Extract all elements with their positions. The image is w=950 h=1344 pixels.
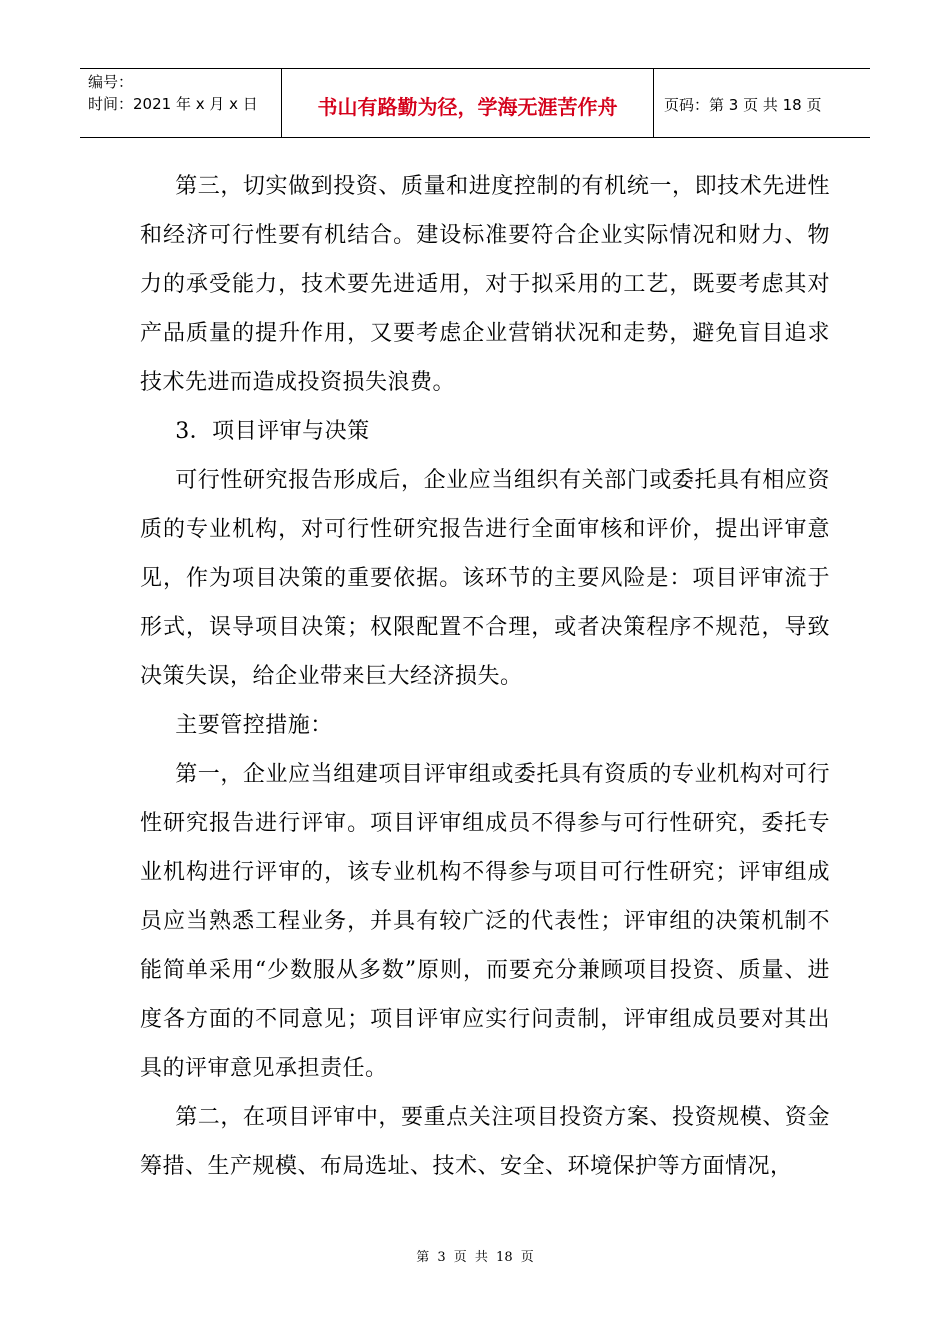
- document-date-label: 时间：2021 年 x 月 x 日: [88, 95, 258, 113]
- paragraph-control-measures-heading: 主要管控措施：: [175, 713, 333, 738]
- paragraph-review-risk: 可行性研究报告形成后，企业应当组织有关部门或委托具有相应资质的专业机构，对可行性研究报告进行全面审核和评价，提出评审意见，作为项目决策的重要依据。该环节的主要风险是：项目评审流于形式，误导项目决策；权限配置不合理，或者决策程序不规范，导致决策失误，给企业带来巨大经济损失。: [140, 468, 830, 689]
- document-header: [80, 68, 870, 138]
- header-motto: 书山有路勤为径，学海无涯苦作舟: [282, 69, 654, 137]
- document-body: [140, 162, 830, 1191]
- section-heading-review-decision: 3．项目评审与决策: [175, 419, 370, 444]
- document-number-label: 编号：: [88, 73, 134, 91]
- paragraph-control-unity: 第三，切实做到投资、质量和进度控制的有机统一，即技术先进性和经济可行性要有机结合。建设标准要符合企业实际情况和财力、物力的承受能力，技术要先进适用，对于拟采用的工艺，既要考虑其对产品质量的提升作用，又要考虑企业营销状况和走势，避免盲目追求技术先进而造成投资损失浪费。: [140, 174, 830, 395]
- paragraph-measure-one: 第一，企业应当组建项目评审组或委托具有资质的专业机构对可行性研究报告进行评审。项目评审组成员不得参与可行性研究，委托专业机构进行评审的，该专业机构不得参与项目可行性研究；评审组成员应当熟悉工程业务，并具有较广泛的代表性；评审组的决策机制不能简单采用“少数服从多数”原则，而要充分兼顾项目投资、质量、进度各方面的不同意见；项目评审应实行问责制，评审组成员要对其出具的评审意见承担责任。: [140, 762, 830, 1081]
- page-footer: 第 3 页 共 18 页: [416, 1250, 534, 1265]
- header-page-info: 页码：第 3 页 共 18 页: [664, 95, 822, 114]
- paragraph-measure-two: 第二，在项目评审中，要重点关注项目投资方案、投资规模、资金筹措、生产规模、布局选址、技术、安全、环境保护等方面情况，: [140, 1105, 830, 1179]
- header-meta: [80, 69, 282, 137]
